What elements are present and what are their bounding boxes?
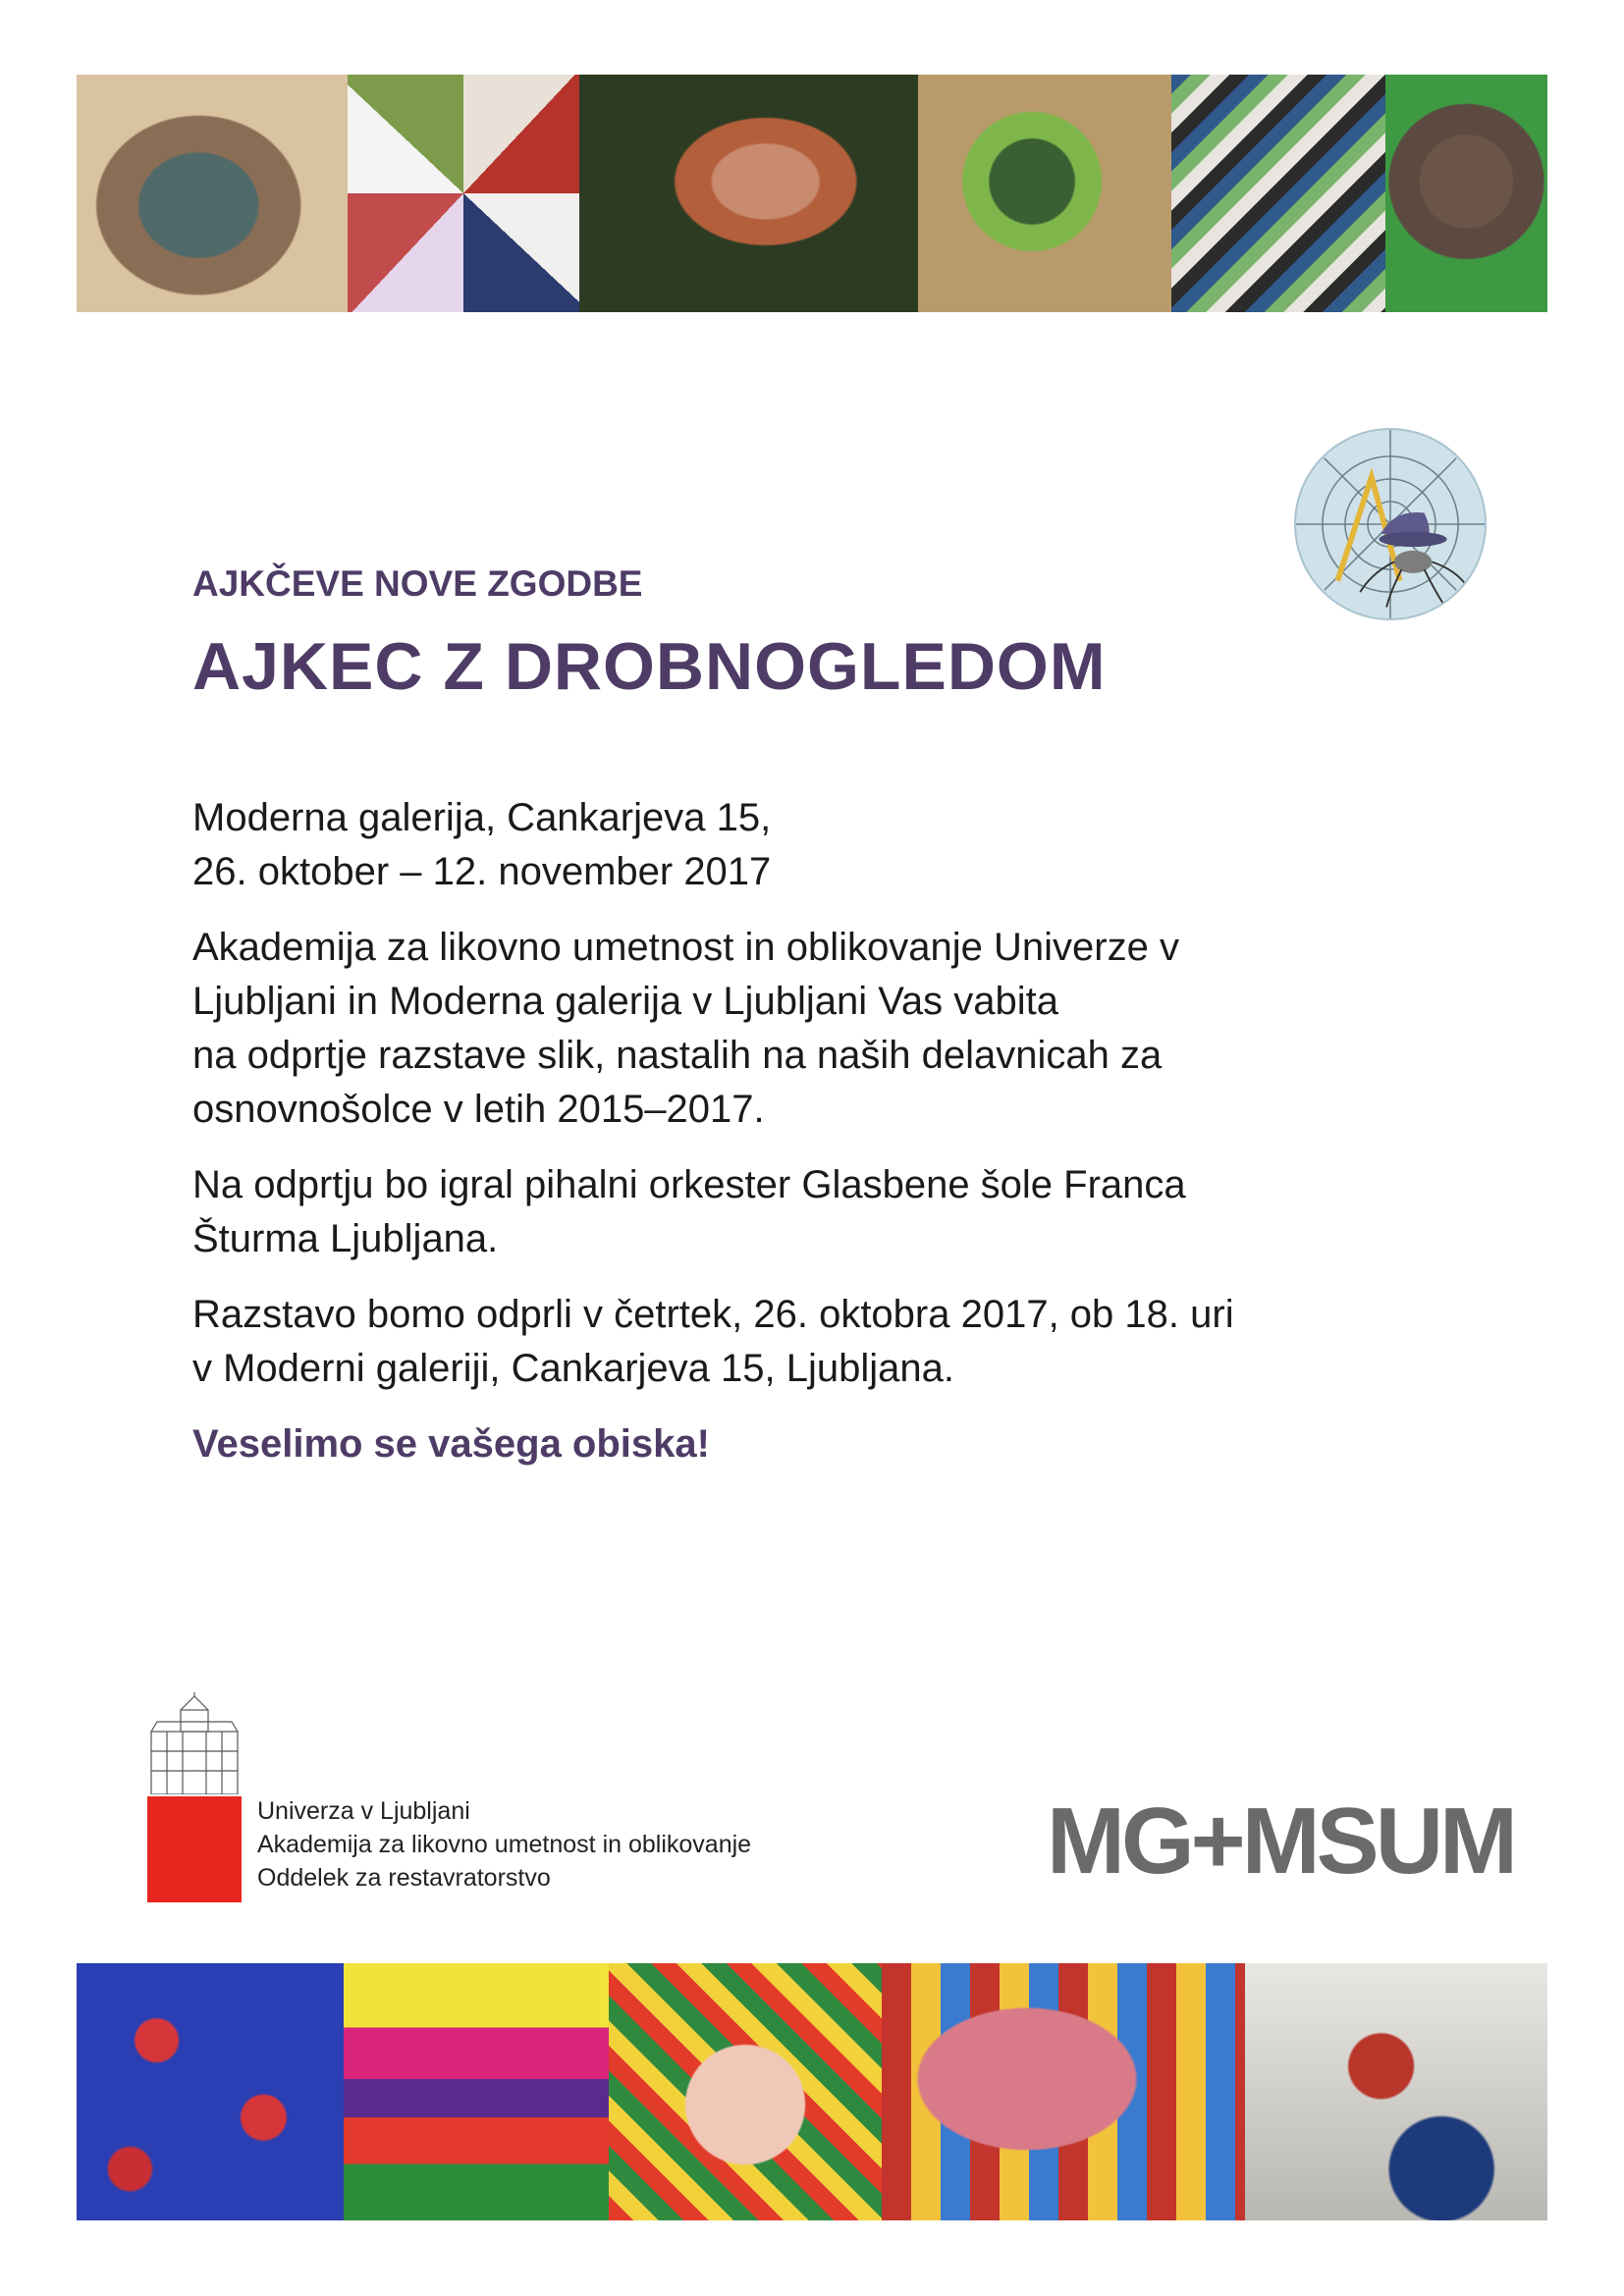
invitation-line: Akademija za likovno umetnost in oblikovanje Univerze v bbox=[192, 926, 1179, 969]
music-line: Šturma Ljubljana. bbox=[192, 1217, 499, 1260]
bee-flower-painting-image bbox=[1245, 1963, 1547, 2220]
turtle-painting-image bbox=[918, 75, 1171, 312]
department-name: Oddelek za restavratorstvo bbox=[257, 1864, 551, 1892]
opening-paragraph bbox=[192, 1288, 1420, 1396]
university-building-icon bbox=[145, 1692, 244, 1794]
invitation-line: Ljubljani in Moderna galerija v Ljubljani Vas vabita bbox=[192, 980, 1059, 1023]
music-paragraph bbox=[192, 1158, 1420, 1266]
opening-line: v Moderni galeriji, Cankarjeva 15, Ljubljana. bbox=[192, 1347, 954, 1390]
spider-web-hat-logo-icon bbox=[1294, 428, 1487, 620]
collage-painting-image bbox=[348, 75, 579, 312]
dog-painting-image bbox=[882, 1963, 1245, 2220]
invitation-line: na odprtje razstave slik, nastalih na naših delavnicah za bbox=[192, 1034, 1163, 1077]
face-painting-image bbox=[609, 1963, 882, 2220]
mg-msum-logo: MG+MSUM bbox=[1047, 1789, 1514, 1894]
tiger-painting-image bbox=[579, 75, 918, 312]
lizard-painting-image bbox=[77, 75, 348, 312]
location-line: Moderna galerija, Cankarjeva 15, bbox=[192, 796, 772, 839]
date-line: 26. oktober – 12. november 2017 bbox=[192, 850, 772, 893]
abstract-red-blue-painting-image bbox=[77, 1963, 344, 2220]
invitation-body bbox=[192, 791, 1420, 1493]
academy-name: Akademija za likovno umetnost in oblikovanje bbox=[257, 1831, 752, 1858]
page-title: AJKEC Z DROBNOGLEDOM bbox=[192, 629, 1107, 704]
cat-painting-image bbox=[1385, 75, 1547, 312]
header-image-strip bbox=[77, 75, 1547, 312]
university-name: Univerza v Ljubljani bbox=[257, 1797, 470, 1825]
invitation-line: osnovnošolce v letih 2015–2017. bbox=[192, 1088, 765, 1131]
opening-line: Razstavo bomo odprli v četrtek, 26. oktobra 2017, ob 18. uri bbox=[192, 1293, 1234, 1336]
location-paragraph bbox=[192, 791, 1420, 899]
invitation-paragraph bbox=[192, 921, 1420, 1137]
closing-text: Veselimo se vašega obiska! bbox=[192, 1422, 710, 1466]
footer-image-strip bbox=[77, 1963, 1547, 2220]
colorful-stripes-painting-image bbox=[344, 1963, 609, 2220]
collage-painting-image bbox=[1171, 75, 1385, 312]
university-red-block bbox=[147, 1796, 242, 1902]
university-info bbox=[257, 1794, 751, 1895]
music-line: Na odprtju bo igral pihalni orkester Glasbene šole Franca bbox=[192, 1163, 1186, 1206]
subtitle: AJKČEVE NOVE ZGODBE bbox=[192, 563, 643, 604]
